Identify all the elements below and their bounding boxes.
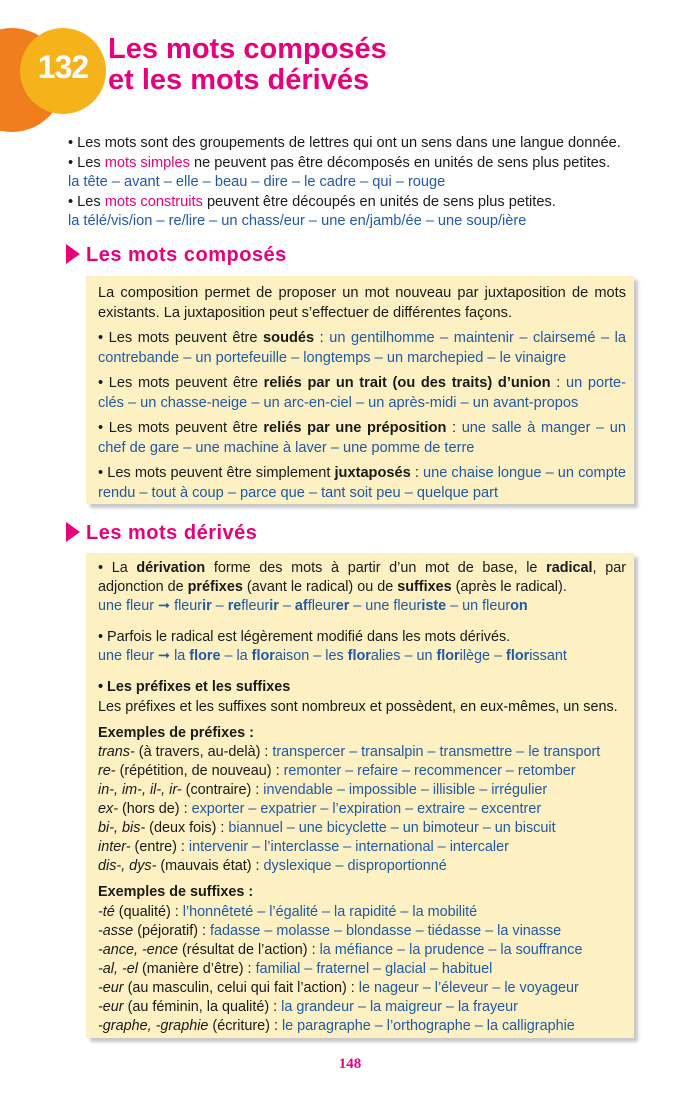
page-title <box>108 34 387 96</box>
prefix-row: bi-, bis- (deux fois) : biannuel – une bicyclette – un bimoteur – un biscuit <box>98 820 556 837</box>
intro-paragraph: • Les mots construits peuvent être découpés en unités de sens plus petites. <box>68 193 556 210</box>
prefix-row: inter- (entre) : intervenir – l’interclasse – international – intercaler <box>98 839 509 856</box>
rule-item: • Les mots peuvent être reliés par une préposition : une salle à manger – un chef de gare – une machine à laver – une pomme de terre <box>98 420 627 456</box>
triangle-arrow-icon <box>66 522 80 542</box>
chapter-header <box>0 22 700 112</box>
arrow-icon: ➞ <box>158 598 171 615</box>
section-heading-derives: Les mots dérivés <box>66 522 257 545</box>
rule-item: • Les mots peuvent être simplement juxtaposés : une chaise longue – un compte rendu – tout à coup – parce que – tant soit peu – quelque part <box>98 465 626 501</box>
prefix-row: dis-, dys- (mauvais état) : dyslexique – disproportionné <box>98 858 447 875</box>
suffix-row: -eur (au masculin, celui qui fait l’action) : le nageur – l’éleveur – le voyageur <box>98 979 579 996</box>
box-paragraph: • La dérivation forme des mots à partir d’un mot de base, le radical, par adjonction de préfixes (avant le radical) ou de suffixes (après le radical). <box>98 560 626 596</box>
chapter-number: 132 <box>37 49 89 85</box>
example-line: une fleur ➞ fleurir – refleurir – affleurer – une fleuriste – un fleuron <box>98 598 528 615</box>
example-line: une fleur ➞ la flore – la floraison – les floralies – un florilège – florissant <box>98 648 567 665</box>
rule-box-derives <box>86 553 634 1038</box>
box-paragraph: La composition permet de proposer un mot nouveau par juxtaposition de mots existants. La juxtaposition peut s’effectuer de différentes façons. <box>98 285 626 321</box>
suffix-row: -eur (au féminin, la qualité) : la grandeur – la maigreur – la frayeur <box>98 998 518 1015</box>
section-heading-composes: Les mots composés <box>66 244 287 267</box>
prefix-row: ex- (hors de) : exporter – expatrier – l’expiration – extraire – excentrer <box>98 801 542 818</box>
suffix-row: -graphe, -graphie (écriture) : le paragraphe – l’orthographe – la calligraphie <box>98 1018 575 1035</box>
intro-paragraph: • Les mots sont des groupements de lettres qui ont un sens dans une langue donnée. <box>68 135 621 151</box>
example-line: la télé/vis/ion – re/lire – un chass/eur – une en/jamb/ée – une soup/ière <box>68 213 527 230</box>
rule-item: • Les mots peuvent être reliés par un trait (ou des traits) d’union : un porte-clés – un chasse-neige – un arc-en-ciel – un après-midi – un avant-propos <box>98 375 626 411</box>
prefix-heading: Exemples de préfixes : <box>98 724 254 741</box>
suffix-row: -té (qualité) : l’honnêteté – l’égalité – la rapidité – la mobilité <box>98 903 478 920</box>
subheading: • Les préfixes et les suffixes <box>98 679 291 696</box>
suffix-heading: Exemples de suffixes : <box>98 884 254 901</box>
prefix-row: re- (répétition, de nouveau) : remonter – refaire – recommencer – retomber <box>98 762 576 779</box>
title-line-2: et les mots dérivés <box>108 64 370 96</box>
prefix-row: in-, im-, il-, ir- (contraire) : invendable – impossible – illisible – irrégulier <box>98 781 548 798</box>
rule-item: • Les mots peuvent être soudés : un gentilhomme – maintenir – clairsemé – la contrebande – un portefeuille – longtemps – un marchepied – le vinaigre <box>98 330 627 366</box>
triangle-arrow-icon <box>66 244 80 264</box>
term-highlight: mots simples <box>104 154 190 171</box>
title-line-1: Les mots composés <box>108 33 387 65</box>
intro-block <box>68 134 668 232</box>
intro-paragraph: • Les mots simples ne peuvent pas être décomposés en unités de sens plus petites. <box>68 154 611 171</box>
arrow-icon: ➞ <box>158 648 171 665</box>
page-number: 148 <box>338 1056 362 1072</box>
suffix-row: -asse (péjoratif) : fadasse – molasse – blondasse – tiédasse – la vinasse <box>98 922 562 939</box>
suffix-row: -ance, -ence (résultat de l’action) : la méfiance – la prudence – la souffrance <box>98 941 583 958</box>
prefix-row: trans- (à travers, au-delà) : transpercer – transalpin – transmettre – le transport <box>98 743 601 760</box>
rule-box-composes <box>86 276 634 504</box>
suffix-row: -al, -el (manière d’être) : familial – fraternel – glacial – habituel <box>98 960 493 977</box>
box-paragraph: • Parfois le radical est légèrement modifié dans les mots dérivés. <box>98 629 511 646</box>
box-paragraph: Les préfixes et les suffixes sont nombreux et possèdent, en eux-mêmes, un sens. <box>98 698 618 715</box>
term-highlight: mots construits <box>104 193 203 210</box>
example-line: la tête – avant – elle – beau – dire – le cadre – qui – rouge <box>68 174 446 191</box>
